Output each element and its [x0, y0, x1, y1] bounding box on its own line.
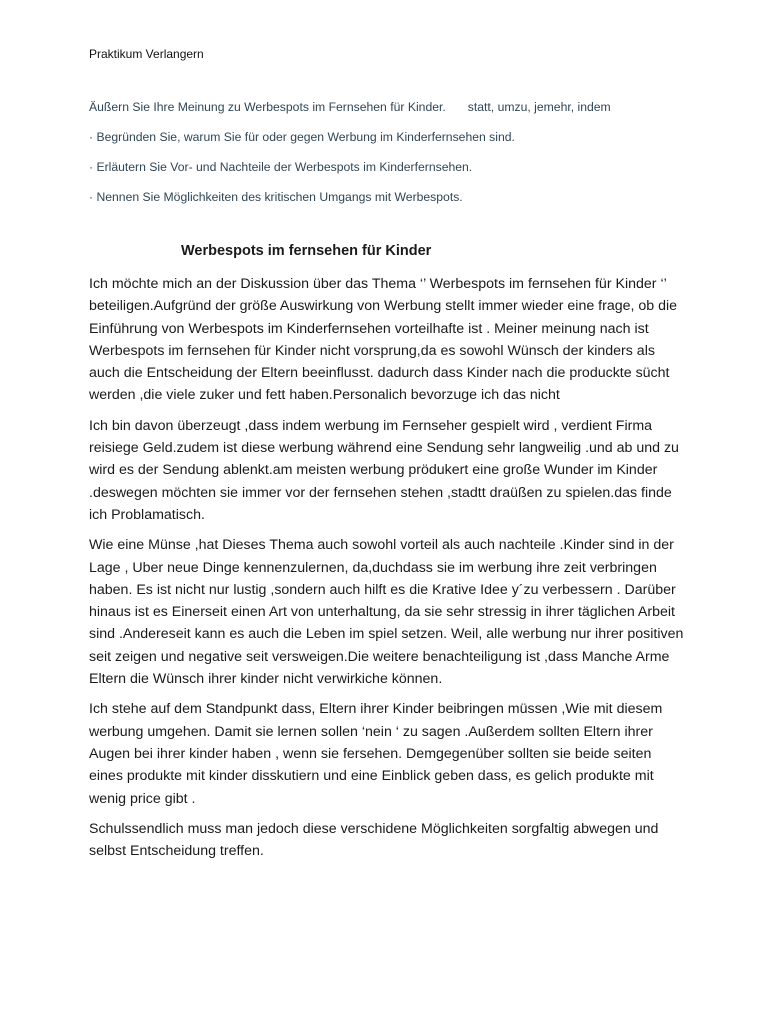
task-instructions: [89, 99, 729, 219]
task-connectors: statt, umzu, jemehr, indem: [467, 100, 611, 114]
essay-title: Werbespots im fernsehen für Kinder: [181, 243, 432, 259]
essay-paragraph: Schulssendlich muss man jedoch diese verschidene Möglichkeiten sorgfaltig abwegen und selbst Entscheidung treffen.: [89, 820, 659, 860]
essay-paragraph: Ich bin davon überzeugt ,dass indem werbung im Fernseher gespielt wird , verdient Firma reisiege Geld.zudem ist diese werbung während eine Sendung sehr langweilig .und ab und zu wird es der Sendung ablenkt.am meisten werbung prödukert eine große Wunder im Kinder .deswegen möchten sie immer vor der fernsehen stehen ,stadtt draüßen zu spielen.das finde ich Problamatisch.: [89, 417, 679, 523]
task-prompt: Äußern Sie Ihre Meinung zu Werbespots im Fernsehen für Kinder.: [89, 100, 446, 114]
task-bullet: · Nennen Sie Möglichkeiten des kritischen Umgangs mit Werbespots.: [89, 190, 463, 204]
page-header-title: Praktikum Verlangern: [89, 47, 204, 61]
task-bullet: · Begründen Sie, warum Sie für oder gegen Werbung im Kinderfernsehen sind.: [89, 130, 515, 144]
task-bullet: · Erläutern Sie Vor- und Nachteile der Werbespots im Kinderfernsehen.: [89, 160, 473, 174]
essay-paragraph: Ich möchte mich an der Diskussion über das Thema ‘’ Werbespots im fernsehen für Kinder ‘’ beteiligen.Aufgründ der größe Auswirkung von Werbung stellt immer wieder eine frage, ob die Einführung von Werbespots im Kinderfernsehen vorteilhafte ist . Meiner meinung nach ist Werbespots im fernsehen für Kinder nicht vorsprung,da es sowohl Wünsch der kinders als auch die Entscheidung der Eltern beeinflusst. dadurch dass Kinder nach die produckte sücht werden ,die viele zuker und fett haben.Personalich bevorzuge ich das nicht: [89, 276, 678, 404]
essay-body: [89, 273, 687, 870]
task-prompt-line: [89, 99, 729, 129]
essay-paragraph: Wie eine Münse ,hat Dieses Thema auch sowohl vorteil als auch nachteile .Kinder sind in der Lage , Uber neue Dinge kennenzulernen, da,duchdass sie im werbung ihre zeit verbringen haben. Es ist nicht nur lustig ,sondern auch hilft es die Krative Idee y´zu verbessern . Darüber hinaus ist es Einerseit einen Art von unterhaltung, da sie sehr stressig in ihrer täglichen Arbeit sind .Andereseit kann es auch die Leben im spiel setzen. Weil, alle werbung nur ihrer positiven seit zeigen und negative seit versweigen.Die weitere benachteiligung ist ,dass Manche Arme Eltern die Wünsch ihrer kinder nicht verwirkiche können.: [89, 537, 684, 688]
essay-paragraph: Ich stehe auf dem Standpunkt dass, Eltern ihrer Kinder beibringen müssen ,Wie mit diesem werbung umgehen. Damit sie lernen sollen ‘nein ‘ zu sagen .Außerdem sollten Eltern ihrer Augen bei ihrer kinder haben , wenn sie fersehen. Demgegenüber sollten sie beide seiten eines produkte mit kinder disskutiern und eine Einblick geben dass, es gelich produkte mit wenig price gibt .: [89, 701, 663, 807]
